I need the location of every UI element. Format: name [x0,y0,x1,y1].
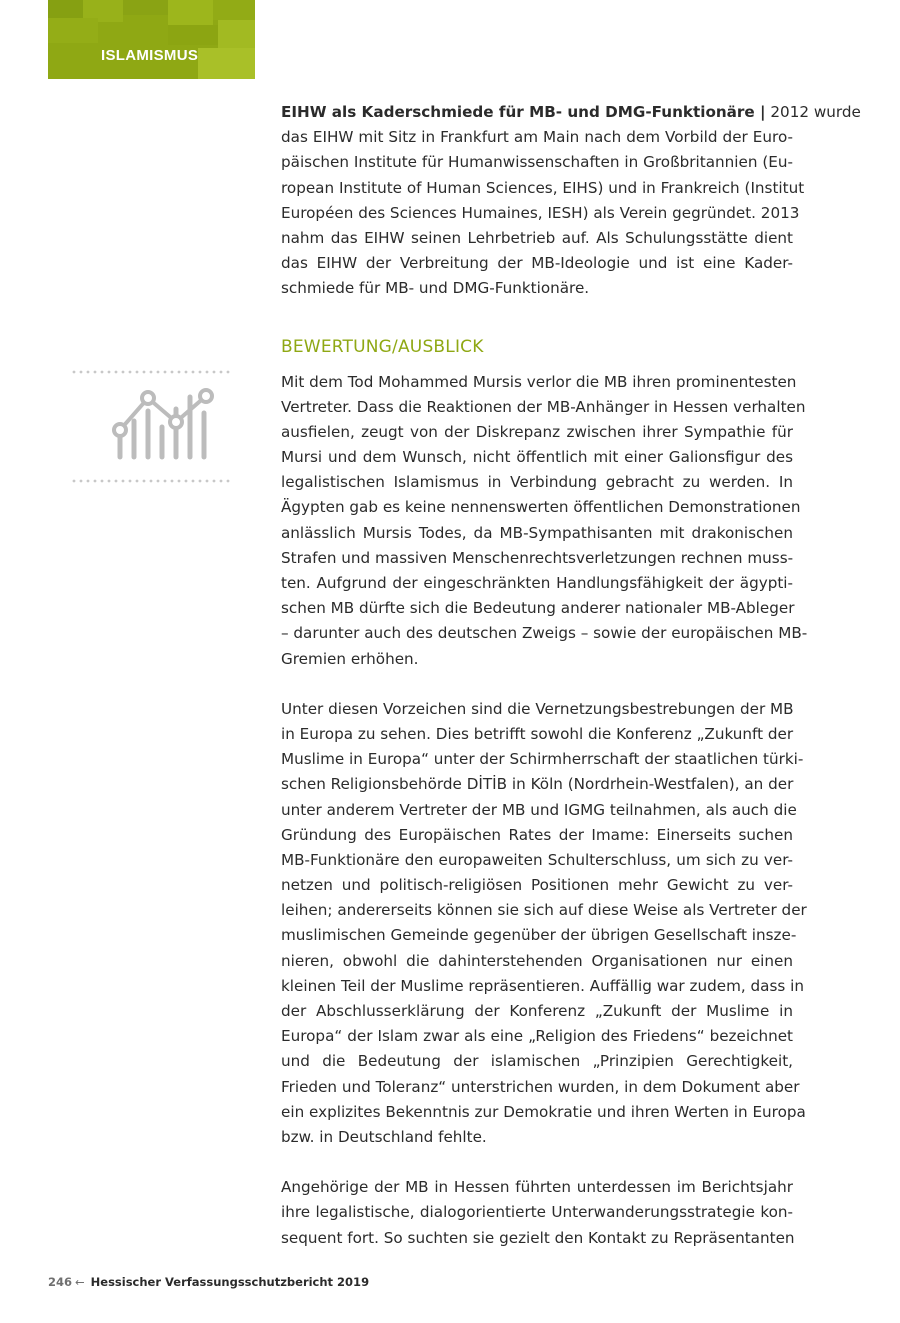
back-arrow-icon: ← [75,1275,85,1289]
paragraph-line: Gremien erhöhen. [281,649,419,668]
page-footer [48,1275,369,1289]
paragraph-line: ein explizites Bekenntnis zur Demokratie und ihren Werten in Europa [281,1102,806,1121]
tab-tile [198,48,255,79]
paragraph-line: in Europa zu sehen. Dies betrifft sowohl die Konferenz „Zukunft der [281,724,794,743]
paragraph-line: bzw. in Deutschland fehlte. [281,1127,487,1146]
paragraph-line: ihre legalistische, dialogorientierte Unterwanderungsstrategie kon- [281,1203,793,1222]
paragraph-line: Strafen und massiven Menschenrechtsverletzungen rechnen muss- [281,548,794,567]
paragraph-line: ausfielen, zeugt von der Diskrepanz zwischen ihrer Sympathie für [281,422,793,441]
intro-line: das EIHW der Verbreitung der MB-Ideologie und ist eine Kader- [281,254,793,273]
intro-line: ropean Institute of Human Sciences, EIHS) und in Frankreich (Institut [281,178,805,197]
tab-tile [168,25,218,45]
paragraph-line: Gründung des Europäischen Rates der Imame: Einerseits suchen [281,825,793,844]
section-heading: BEWERTUNG/AUSBLICK [281,336,484,357]
intro-line: schmiede für MB- und DMG-Funktionäre. [281,279,590,298]
intro-line: das EIHW mit Sitz in Frankfurt am Main nach dem Vorbild der Euro- [281,128,793,147]
paragraph-line: – darunter auch des deutschen Zweigs – sowie der europäischen MB- [281,624,808,643]
tab-tile [218,20,255,48]
paragraph-line: Europa“ der Islam zwar als eine „Religion des Friedens“ bezeichnet [281,1027,793,1046]
paragraph-line: schen Religionsbehörde DİTİB in Köln (Nordrhein-Westfalen), an der [281,775,794,794]
paragraph-line: kleinen Teil der Muslime repräsentieren. Auffällig war zudem, dass in [281,976,804,995]
report-title: Hessischer Verfassungsschutzbericht 2019 [90,1275,370,1289]
intro-line: päischen Institute für Humanwissenschaften in Großbritannien (Eu- [281,153,793,172]
section-label: ISLAMISMUS [101,47,199,64]
paragraph-line: Frieden und Toleranz“ unterstrichen wurden, in dem Dokument aber [281,1077,800,1096]
intro-lead: EIHW als Kaderschmiede für MB- und DMG-Funktionäre | [281,103,766,121]
intro-line: Européen des Sciences Humaines, IESH) als Verein gegründet. 2013 [281,203,800,222]
paragraph-line: Mursi und dem Wunsch, nicht öffentlich mit einer Galionsfigur des [281,448,793,467]
page-number: 246 [48,1275,73,1289]
paragraph-line: Angehörige der MB in Hessen führten unterdessen im Berichtsjahr [281,1178,793,1197]
tab-tile [48,18,98,43]
paragraph-line: unter anderem Vertreter der MB und IGMG teilnahmen, als auch die [281,800,797,819]
paragraph-line: muslimischen Gemeinde gegenüber der übrigen Gesellschaft insze- [281,926,797,945]
paragraph-line: nieren, obwohl die dahinterstehenden Organisationen nur einen [281,951,793,970]
main-content [281,100,861,1251]
intro-line: 2012 wurde [765,103,861,121]
paragraph-line: anlässlich Mursis Todes, da MB-Sympathisanten mit drakonischen [281,523,793,542]
paragraph-line: legalistischen Islamismus in Verbindung gebracht zu werden. In [281,473,793,492]
paragraph-line: Unter diesen Vorzeichen sind die Vernetzungsbestrebungen der MB [281,699,794,718]
tab-tile [213,0,255,20]
paragraph-line: MB-Funktionäre den europaweiten Schulterschluss, um sich zu ver- [281,850,793,869]
paragraph-line: Muslime in Europa“ unter der Schirmherrschaft der staatlichen türki- [281,750,804,769]
paragraph-line: sequent fort. So suchten sie gezielt den Kontakt zu Repräsentanten [281,1228,795,1247]
dotted-rule-bottom [73,480,230,483]
dotted-rule-top [73,371,230,374]
tab-tile [168,0,213,25]
paragraph-line: der Abschlusserklärung der Konferenz „Zukunft der Muslime in [281,1002,793,1020]
paragraph-line: Vertreter. Dass die Reaktionen der MB-Anhänger in Hessen verhalten [281,397,806,416]
tab-tile [123,0,168,15]
paragraph-line: netzen und politisch-religiösen Positionen mehr Gewicht zu ver- [281,876,793,895]
intro-first-line [281,100,861,125]
tab-tile [48,0,83,18]
paragraph-line: und die Bedeutung der islamischen „Prinzipien Gerechtigkeit, [281,1052,793,1071]
intro-line: nahm das EIHW seinen Lehrbetrieb auf. Als Schulungsstätte dient [281,228,793,247]
section-tab [48,0,255,79]
trend-chart-icon [72,369,230,485]
paragraph-line: Mit dem Tod Mohammed Mursis verlor die MB ihren prominentesten [281,372,797,391]
paragraph-line: Ägypten gab es keine nennenswerten öffentlichen Demonstrationen [281,498,801,517]
paragraph-line: ten. Aufgrund der eingeschränkten Handlungsfähigkeit der ägypti- [281,574,793,592]
paragraph-line: leihen; andererseits können sie sich auf diese Weise als Vertreter der [281,901,807,920]
paragraph-line: schen MB dürfte sich die Bedeutung anderer nationaler MB-Ableger [281,599,795,618]
